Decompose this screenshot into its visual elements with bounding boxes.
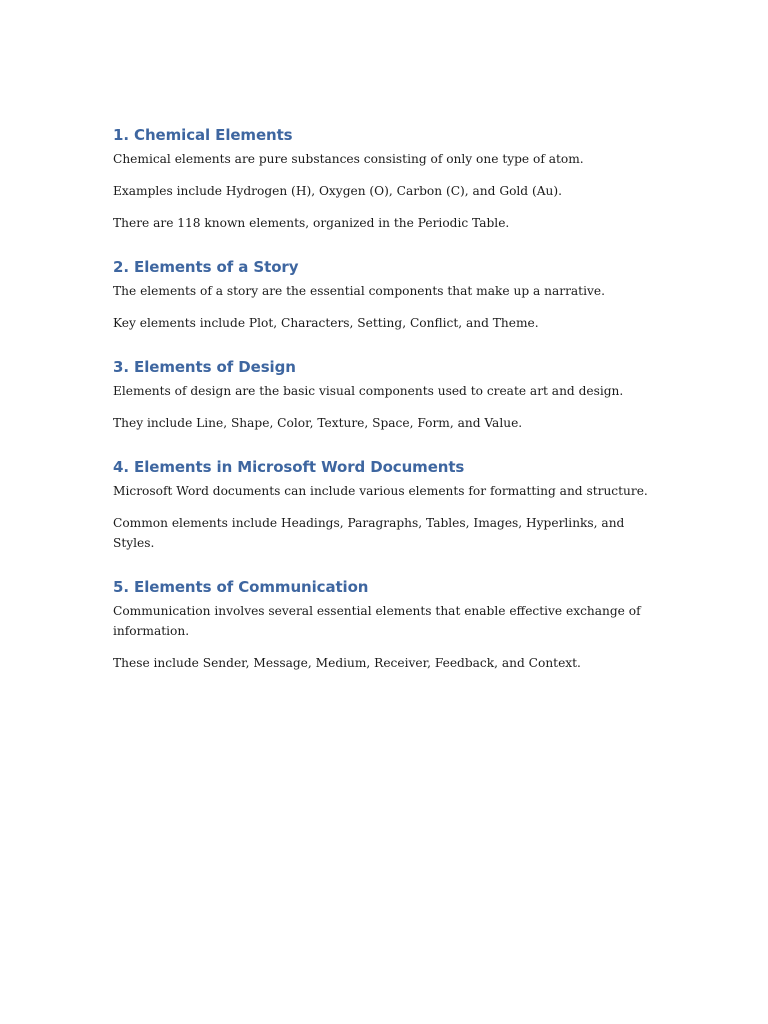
section-elements-of-design [113, 356, 653, 433]
paragraph: Common elements include Headings, Paragraphs, Tables, Images, Hyperlinks, and Styles. [113, 516, 625, 550]
paragraph: These include Sender, Message, Medium, Receiver, Feedback, and Context. [113, 656, 581, 670]
paragraph: Communication involves several essential elements that enable effective exchange of information. [113, 604, 641, 638]
paragraph: Examples include Hydrogen (H), Oxygen (O), Carbon (C), and Gold (Au). [113, 184, 563, 198]
section-heading: 5. Elements of Communication [113, 578, 369, 596]
section-heading: 4. Elements in Microsoft Word Documents [113, 458, 465, 476]
section-elements-of-communication [113, 576, 653, 673]
section-heading: 1. Chemical Elements [113, 126, 293, 144]
section-heading: 3. Elements of Design [113, 358, 296, 376]
paragraph: Key elements include Plot, Characters, Setting, Conflict, and Theme. [113, 316, 539, 330]
paragraph: Microsoft Word documents can include various elements for formatting and structure. [113, 484, 648, 498]
paragraph: Chemical elements are pure substances consisting of only one type of atom. [113, 152, 584, 166]
section-chemical-elements [113, 124, 653, 233]
document-page [113, 124, 653, 696]
paragraph: Elements of design are the basic visual components used to create art and design. [113, 384, 624, 398]
paragraph: There are 118 known elements, organized in the Periodic Table. [113, 216, 510, 230]
paragraph: The elements of a story are the essential components that make up a narrative. [113, 284, 605, 298]
paragraph: They include Line, Shape, Color, Texture, Space, Form, and Value. [113, 416, 523, 430]
section-elements-in-word-documents [113, 456, 653, 553]
section-elements-of-a-story [113, 256, 653, 333]
section-heading: 2. Elements of a Story [113, 258, 299, 276]
